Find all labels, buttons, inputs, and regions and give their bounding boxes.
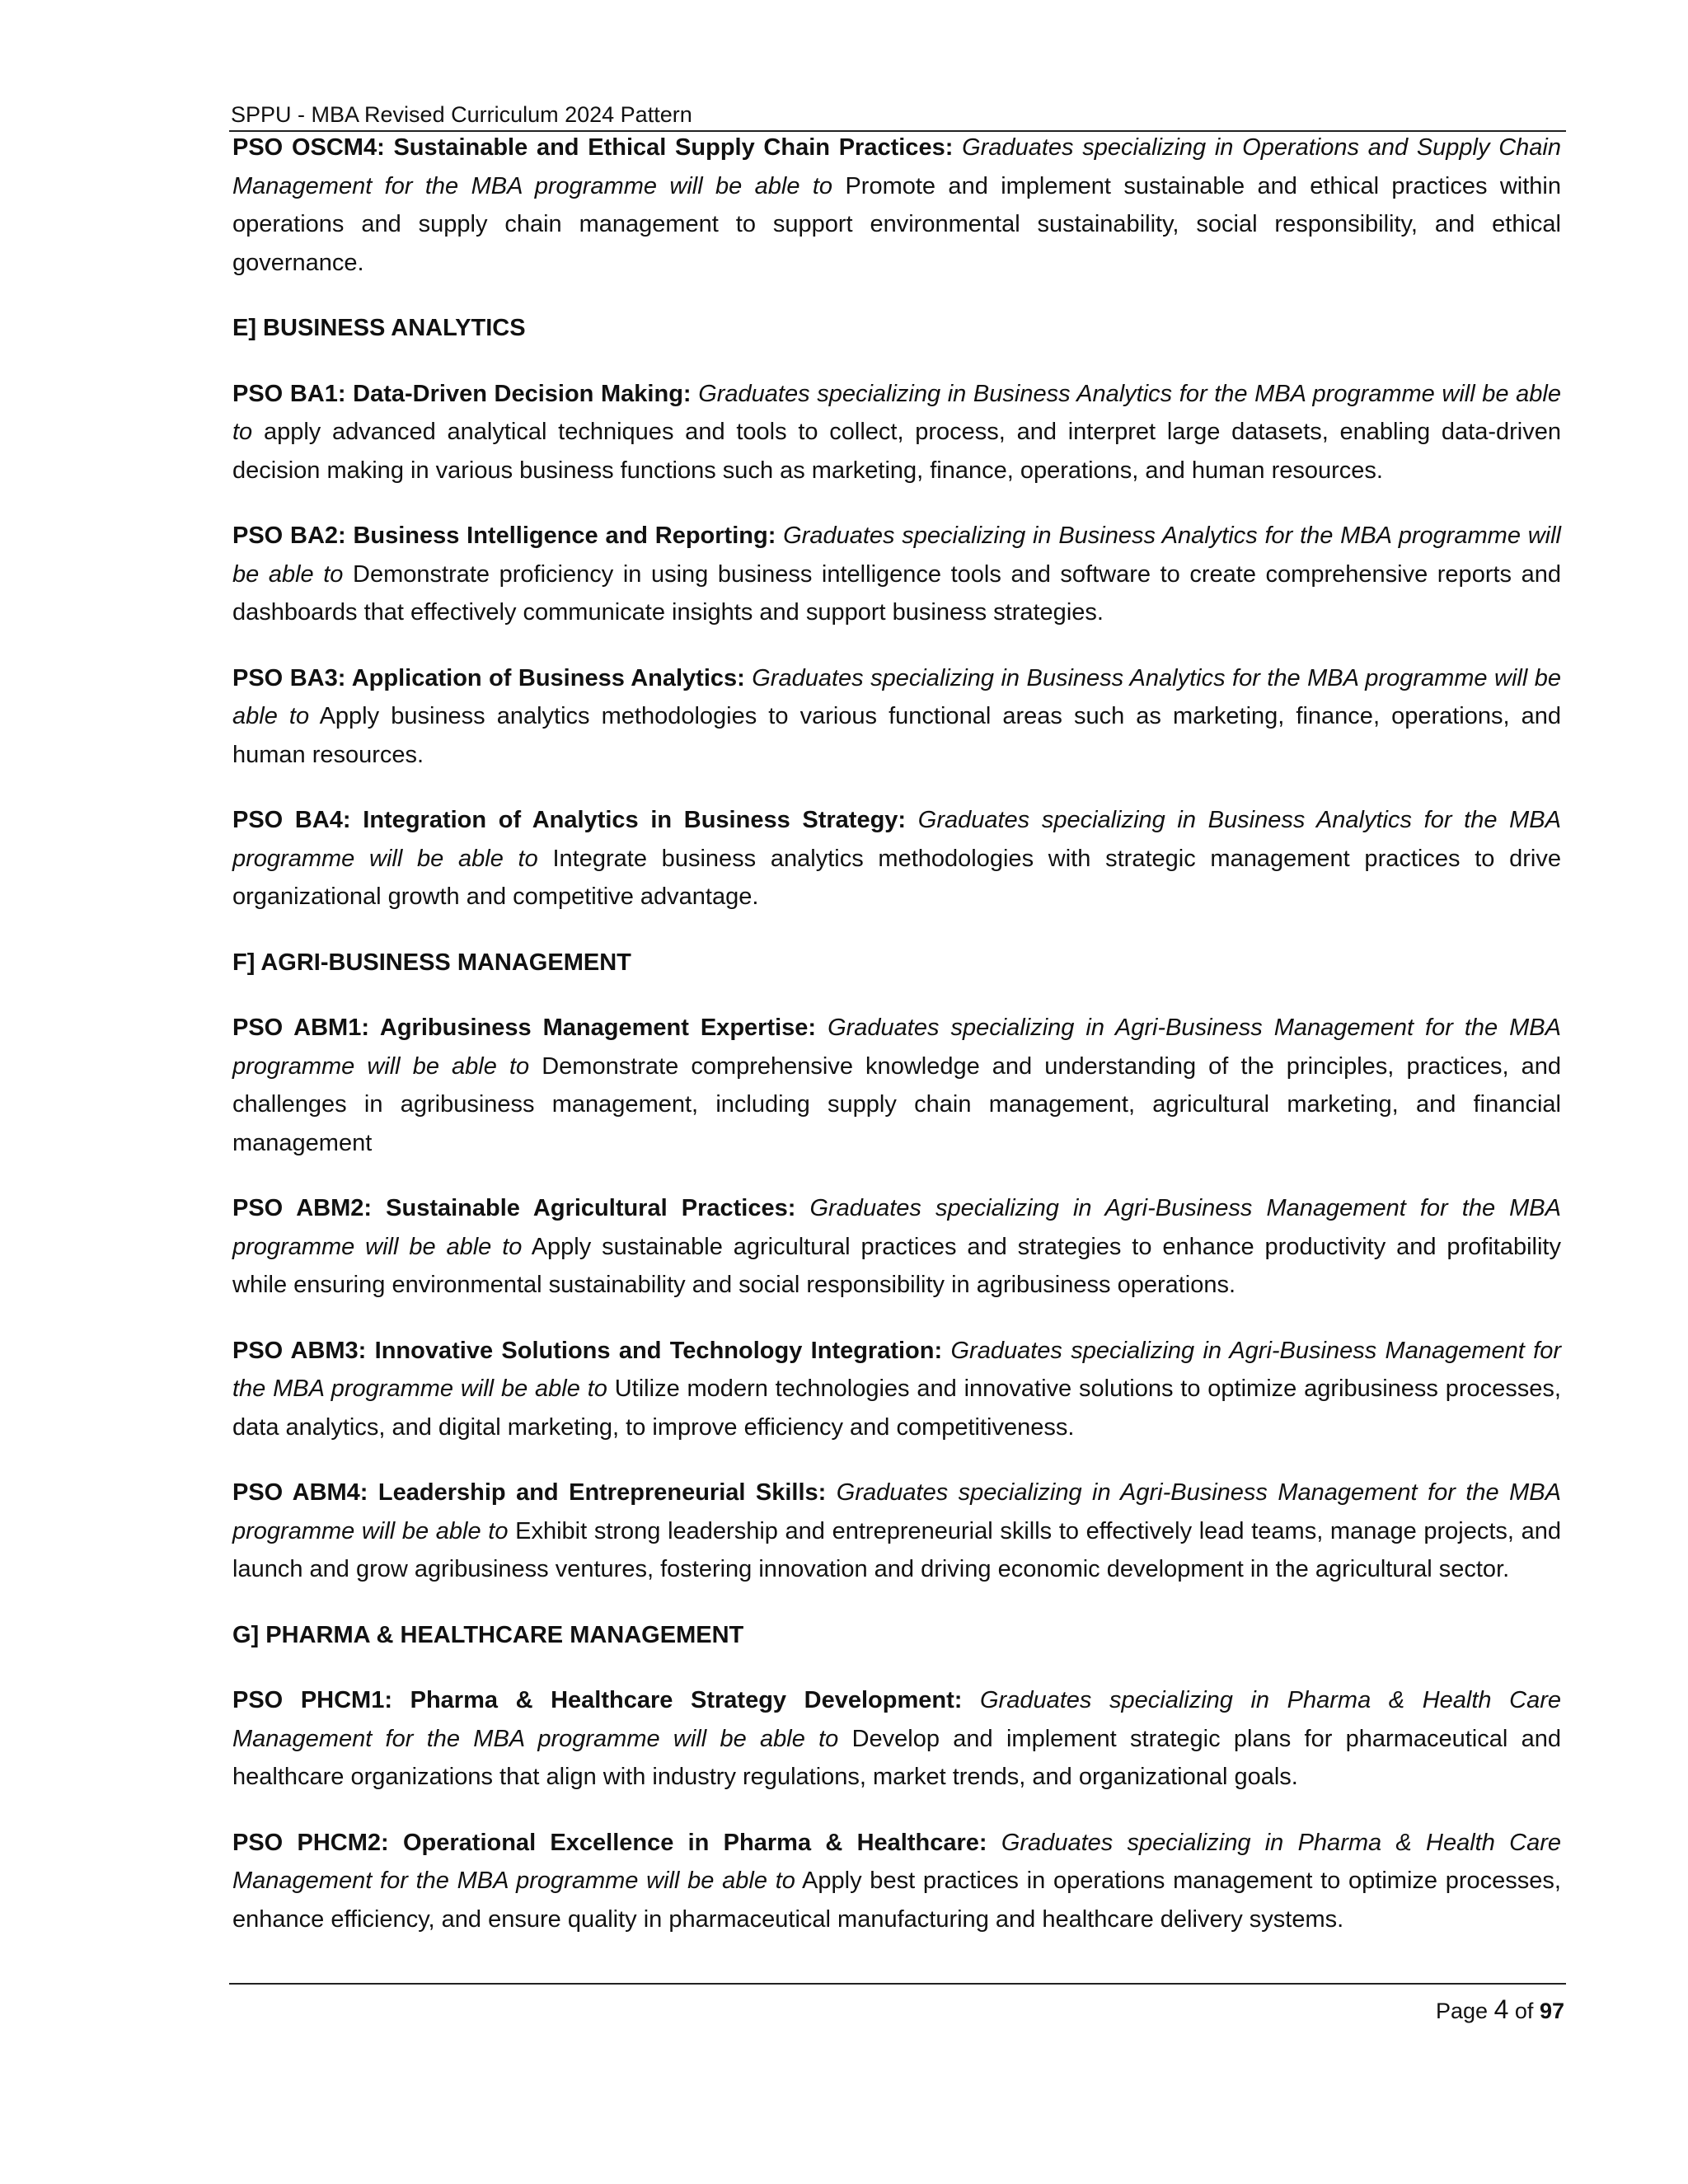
pso-abm2-paragraph <box>232 1189 1561 1305</box>
pso-label: PSO ABM3: Innovative Solutions and Technology Integration: <box>232 1337 943 1364</box>
pso-intro: Graduates specializing in Business Analytics for the MBA programme will be able to <box>232 664 1561 729</box>
pso-intro: Graduates specializing in Operations and Supply Chain Management for the MBA programme will be able to <box>232 134 1561 199</box>
document-body <box>232 129 1561 1966</box>
pso-intro: Graduates specializing in Pharma & Health Care Management for the MBA programme will be able to <box>232 1829 1562 1894</box>
pso-phcm1-paragraph <box>232 1681 1561 1797</box>
pso-intro: Graduates specializing in Business Analytics for the MBA programme will be able to <box>232 807 1561 872</box>
pso-label: PSO ABM4: Leadership and Entrepreneurial Skills: <box>232 1479 827 1506</box>
pso-text: Develop and implement strategic plans for pharmaceutical and healthcare organizations that align with industry regulations, market trends, and organizational goals. <box>232 1725 1561 1790</box>
of-word: of <box>1514 1999 1534 2023</box>
pso-text: Demonstrate proficiency in using business intelligence tools and software to create comprehensive reports and dashboards that effectively communicate insights and support business strategies. <box>232 560 1561 626</box>
section-heading-agri-business: F] AGRI-BUSINESS MANAGEMENT <box>232 949 631 976</box>
pso-text: Exhibit strong leadership and entrepreneurial skills to effectively lead teams, manage projects, and launch and grow agribusiness ventures, fostering innovation and driving economic development in the agricultural sector. <box>232 1517 1562 1582</box>
pso-ba2-paragraph <box>232 517 1561 632</box>
pso-abm3-paragraph <box>232 1332 1561 1447</box>
pso-label: PSO BA3: Application of Business Analytics: <box>232 664 745 691</box>
pso-label: PSO OSCM4: Sustainable and Ethical Supply Chain Practices: <box>232 134 954 161</box>
pso-label: PSO BA2: Business Intelligence and Reporting: <box>232 523 776 549</box>
pso-ba4-paragraph <box>232 801 1561 916</box>
header-title: SPPU - MBA Revised Curriculum 2024 Pattern <box>231 102 692 127</box>
pso-text: Promote and implement sustainable and ethical practices within operations and supply chain management to support environmental sustainability, social responsibility, and ethical governance. <box>232 172 1561 276</box>
page-word: Page <box>1436 1999 1489 2023</box>
pso-label: PSO ABM1: Agribusiness Management Expertise: <box>232 1015 817 1041</box>
pso-abm1-paragraph <box>232 1009 1561 1162</box>
pso-label: PSO PHCM1: Pharma & Healthcare Strategy Development: <box>232 1687 963 1713</box>
pso-text: Integrate business analytics methodologies with strategic management practices to drive organizational growth and competitive advantage. <box>232 845 1561 910</box>
pso-intro: Graduates specializing in Business Analytics for the MBA programme will be able to <box>232 523 1561 588</box>
pso-abm4-paragraph <box>232 1474 1561 1589</box>
pso-intro: Graduates specializing in Pharma & Health Care Management for the MBA programme will be able to <box>232 1687 1561 1752</box>
pso-intro: Graduates specializing in Agri-Business Management for the MBA programme will be able to <box>232 1479 1561 1544</box>
page-number <box>1436 1993 1564 2027</box>
pso-text: Apply best practices in operations management to optimize processes, enhance efficiency, and ensure quality in pharmaceutical manufacturing and healthcare delivery systems. <box>232 1868 1561 1933</box>
pso-ba1-paragraph <box>232 375 1561 490</box>
section-heading-pharma-healthcare: G] PHARMA & HEALTHCARE MANAGEMENT <box>232 1621 744 1648</box>
pso-intro: Graduates specializing in Business Analytics for the MBA programme will be able to <box>232 380 1562 445</box>
pso-label: PSO ABM2: Sustainable Agricultural Practices: <box>232 1195 796 1221</box>
pso-text: Apply business analytics methodologies to various functional areas such as marketing, finance, operations, and human resources. <box>232 703 1562 768</box>
page-header <box>229 99 1566 132</box>
pso-intro: Graduates specializing in Agri-Business Management for the MBA programme will be able to <box>232 1337 1562 1402</box>
pso-ba3-paragraph <box>232 659 1561 775</box>
pso-text: Demonstrate comprehensive knowledge and understanding of the principles, practices, and challenges in agribusiness management, including supply chain management, agricultural marketing, and financial management <box>232 1052 1562 1156</box>
page-footer <box>229 1983 1566 2024</box>
pso-intro: Graduates specializing in Agri-Business Management for the MBA programme will be able to <box>232 1015 1561 1080</box>
pso-label: PSO PHCM2: Operational Excellence in Pharma & Healthcare: <box>232 1829 987 1856</box>
pso-text: Apply sustainable agricultural practices and strategies to enhance productivity and profitability while ensuring environmental sustainability and social responsibility in agribusiness operations. <box>232 1233 1561 1298</box>
section-heading-business-analytics: E] BUSINESS ANALYTICS <box>232 315 526 341</box>
pso-label: PSO BA4: Integration of Analytics in Business Strategy: <box>232 807 907 833</box>
pso-label: PSO BA1: Data-Driven Decision Making: <box>232 380 692 407</box>
pso-phcm2-paragraph <box>232 1824 1561 1939</box>
pso-intro: Graduates specializing in Agri-Business Management for the MBA programme will be able to <box>232 1195 1561 1260</box>
pso-text: apply advanced analytical techniques and tools to collect, process, and interpret large datasets, enabling data-driven decision making in various business functions such as marketing, finance, operations, and human resources. <box>232 419 1561 484</box>
current-page-number: 4 <box>1493 1994 1509 2024</box>
total-page-count: 97 <box>1539 1999 1564 2023</box>
pso-text: Utilize modern technologies and innovative solutions to optimize agribusiness processes, data analytics, and digital marketing, to improve efficiency and competitiveness. <box>232 1376 1561 1441</box>
pso-oscm4-paragraph <box>232 129 1561 282</box>
